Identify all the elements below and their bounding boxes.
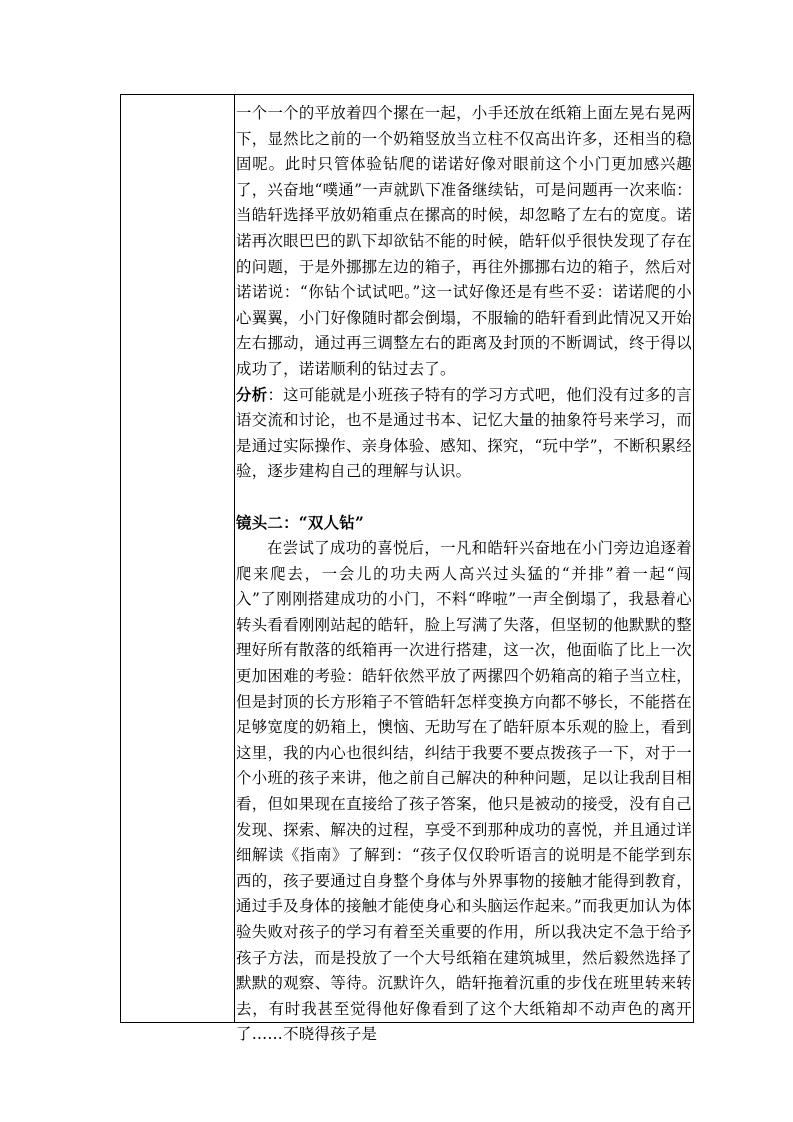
shot2-body: 在尝试了成功的喜悦后，一凡和皓轩兴奋地在小门旁边追逐着爬来爬去，一会儿的功夫两人高兴过头猛的“并排”着一起“闯入”了刚刚搭建成功的小门，不料“哗啦”一声全倒塌了，我悬着心转头看看刚刚站起的皓轩，脸上写满了失落，但坚韧的他默默的整理好所有散落的纸箱再一次进行搭建，这一次，他面临了比上一次更加困难的考验：皓轩依然平放了两摞四个奶箱高的箱子当立柱，但是封顶的长方形箱子不管皓轩怎样变换方向都不够长，不能搭在足够宽度的奶箱上，懊恼、无助写在了皓轩原本乐观的脸上，看到这里，我的内心也很纠结，纠结于我要不要点拨孩子一下，对于一个小班的孩子来讲，他之前自己解决的种种问题，足以让我刮目相看，但如果现在直接给了孩子答案，他只是被动的接受，没有自己发现、探索、解决的过程，享受不到那种成功的喜悦，并且通过详细解读《指南》了解到：“孩子仅仅聆听语言的说明是不能学到东西的，孩子要通过自身整个身体与外界事物的接触才能得到教育，通过手及身体的接触才能使身心和头脑运作起来。”而我更加认为体验失败对孩子的学习有着至关重要的作用，所以我决定不急于给予孩子方法，而是投放了一个大号纸箱在建筑城里，然后毅然选择了默默的观察、等待。沉默许久，皓轩拖着沉重的步伐在班里转来转去，有时我甚至觉得他好像看到了这个大纸箱却不动声色的离开了……不晓得孩子是 xyxy=(236,539,692,1044)
analysis-paragraph xyxy=(236,383,692,485)
content-cell xyxy=(236,101,692,1048)
analysis-label: 分析 xyxy=(236,385,268,404)
document-table xyxy=(120,94,694,1044)
column-divider xyxy=(234,95,235,1022)
shot2-heading: 镜头二：“双人钻” xyxy=(236,513,365,532)
paragraph-gap xyxy=(236,485,692,511)
paragraph-1: 一个一个的平放着四个摞在一起，小手还放在纸箱上面左晃右晃两下，显然比之前的一个奶箱竖放当立柱不仅高出许多，还相当的稳固呢。此时只管体验钻爬的诺诺好像对眼前这个小门更加感兴趣了，兴奋地“噗通”一声就趴下准备继续钻，可是问题再一次来临：当皓轩选择平放奶箱重点在摞高的时候，却忽略了左右的宽度。诺诺再次眼巴巴的趴下却欲钻不能的时候，皓轩似乎很快发现了存在的问题，于是外挪挪左边的箱子，再往外挪挪右边的箱子，然后对诺诺说：“你钻个试试吧。”这一试好像还是有些不妥：诺诺爬的小心翼翼，小门好像随时都会倒塌，不服输的皓轩看到此情况又开始左右挪动，通过再三调整左右的距离及封顶的不断调试，终于得以成功了，诺诺顺利的钻过去了。 xyxy=(236,104,692,378)
analysis-text: ：这可能就是小班孩子特有的学习方式吧，他们没有过多的言语交流和讨论，也不是通过书本、记忆大量的抽象符号来学习，而是通过实际操作、亲身体验、感知、探究，“玩中学”，不断积累经验，逐步建构自己的理解与认识。 xyxy=(236,385,692,481)
